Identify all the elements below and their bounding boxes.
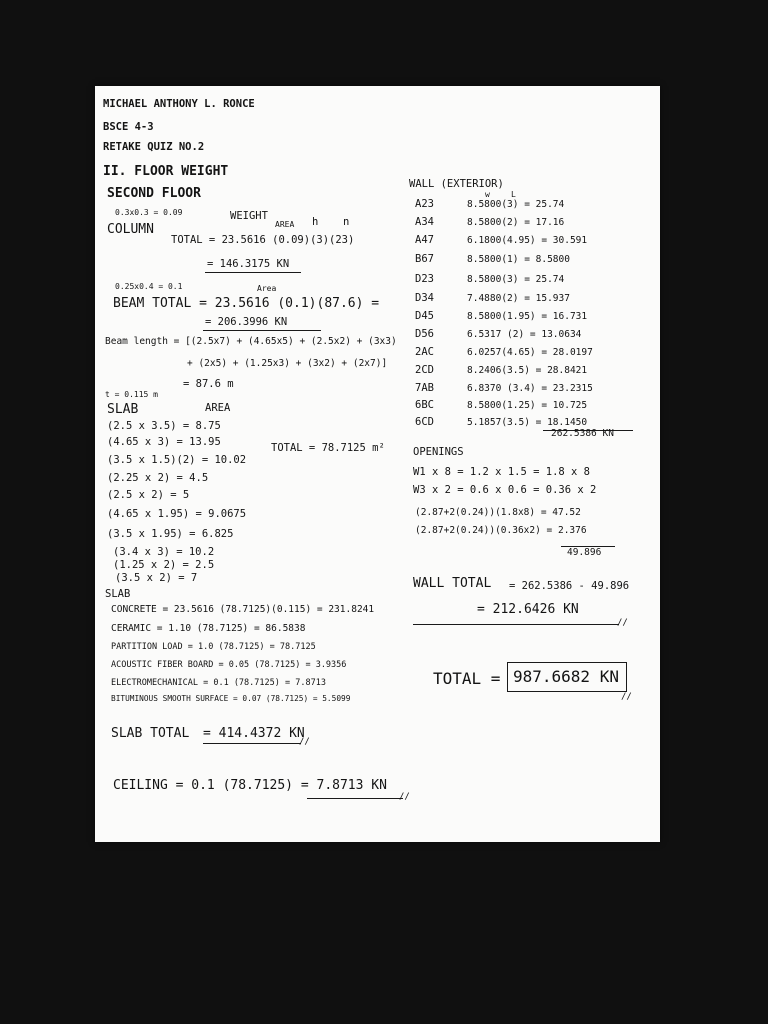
column-weight-header: WEIGHT <box>230 210 268 222</box>
column-label: COLUMN <box>107 222 154 237</box>
beam-length-result: = 87.6 m <box>183 378 234 390</box>
slab-area-row: (2.5 x 2) = 5 <box>107 489 190 501</box>
wall-row-calc: 6.1800(4.95) = 30.591 <box>467 235 588 246</box>
ceiling-end-mark: // <box>399 792 410 802</box>
slab-area-row: (3.4 x 3) = 10.2 <box>113 546 215 558</box>
wall-row-calc: 8.5800(2) = 17.16 <box>467 217 565 228</box>
wall-row-id: A34 <box>415 216 434 228</box>
wall-row-id: D45 <box>415 310 434 322</box>
slab-loads-label: SLAB <box>105 588 131 600</box>
slab-total-label: SLAB TOTAL <box>111 726 190 741</box>
wall-row-id: 6BC <box>415 399 434 411</box>
column-total-equation: TOTAL = 23.5616 (0.09)(3)(23) <box>171 234 355 246</box>
student-name: MICHAEL ANTHONY L. RONCE <box>103 98 255 110</box>
ceiling-underline <box>307 798 403 799</box>
slab-area-row: (1.25 x 2) = 2.5 <box>113 559 215 571</box>
section-title: II. FLOOR WEIGHT <box>103 164 229 179</box>
wall-row-id: B67 <box>415 253 434 265</box>
slab-area-row: (2.25 x 2) = 4.5 <box>107 472 209 484</box>
column-n-header: n <box>343 216 350 228</box>
wall-row-calc: 8.5800(1) = 8.5800 <box>467 254 570 265</box>
grand-total-value: 987.6682 KN <box>513 667 619 686</box>
column-h-header: h <box>312 216 319 228</box>
quiz-title: RETAKE QUIZ NO.2 <box>103 141 205 153</box>
slab-thickness: t = 0.115 m <box>105 390 158 399</box>
slab-area-row: (2.5 x 3.5) = 8.75 <box>107 420 221 432</box>
slab-total-underline <box>203 743 301 744</box>
column-area-header: AREA <box>275 220 295 229</box>
slab-total-value: = 414.4372 KN <box>203 726 305 741</box>
beam-dimension-note: 0.25x0.4 = 0.1 <box>115 282 183 291</box>
column-result: = 146.3175 KN <box>207 258 290 270</box>
openings-calc-2: (2.87+2(0.24))(0.36x2) = 2.376 <box>415 525 587 536</box>
slab-load-row: BITUMINOUS SMOOTH SURFACE = 0.07 (78.7125) = 5.5099 <box>111 694 351 703</box>
wall-total-equation: = 262.5386 - 49.896 <box>509 580 630 592</box>
wall-row-id: 2CD <box>415 364 434 376</box>
slab-load-row: PARTITION LOAD = 1.0 (78.7125) = 78.7125 <box>111 642 316 652</box>
wall-row-calc: 5.1857(3.5) = 18.1450 <box>467 417 588 428</box>
paper-sheet <box>95 86 660 842</box>
slab-load-row: ACOUSTIC FIBER BOARD = 0.05 (78.7125) = 3.9356 <box>111 660 347 670</box>
wall-w-header: w <box>485 190 490 199</box>
beam-total-equation: BEAM TOTAL = 23.5616 (0.1)(87.6) = <box>113 296 380 311</box>
slab-load-row: ELECTROMECHANICAL = 0.1 (78.7125) = 7.8713 <box>111 678 326 688</box>
beam-length-line-1: Beam length = [(2.5x7) + (4.65x5) + (2.5x2) + (3x3) <box>105 336 397 347</box>
wall-row-calc: 8.5800(3) = 25.74 <box>467 199 565 210</box>
slab-total-end-mark: // <box>299 737 310 747</box>
wall-row-id: A23 <box>415 198 434 210</box>
wall-row-id: A47 <box>415 234 434 246</box>
slab-area-row: (4.65 x 3) = 13.95 <box>107 436 221 448</box>
column-result-underline <box>205 272 301 273</box>
wall-row-id: 6CD <box>415 416 434 428</box>
wall-exterior-title: WALL (EXTERIOR) <box>409 178 504 190</box>
ceiling-equation: CEILING = 0.1 (78.7125) = 7.8713 KN <box>113 778 387 793</box>
wall-row-calc: 7.4880(2) = 15.937 <box>467 293 570 304</box>
beam-result-underline <box>203 330 321 331</box>
beam-length-line-2: + (2x5) + (1.25x3) + (3x2) + (2x7)] <box>187 358 388 369</box>
program-section: BSCE 4-3 <box>103 121 154 133</box>
slab-area-header: AREA <box>205 402 231 414</box>
wall-row-calc: 6.8370 (3.4) = 23.2315 <box>467 383 593 394</box>
slab-area-row: (3.5 x 2) = 7 <box>115 572 198 584</box>
wall-row-calc: 8.2406(3.5) = 28.8421 <box>467 365 588 376</box>
wall-sum: 262.5386 KN <box>551 428 614 439</box>
slab-load-row: CERAMIC = 1.10 (78.7125) = 86.5838 <box>111 623 306 634</box>
wall-row-calc: 6.0257(4.65) = 28.0197 <box>467 347 593 358</box>
slab-area-row: (3.5 x 1.95) = 6.825 <box>107 528 234 540</box>
openings-sum: 49.896 <box>567 547 602 558</box>
wall-total-underline <box>413 624 619 625</box>
wall-total-result: = 212.6426 KN <box>477 602 579 617</box>
openings-calc-1: (2.87+2(0.24))(1.8x8) = 47.52 <box>415 507 581 518</box>
wall-row-calc: 6.5317 (2) = 13.0634 <box>467 329 582 340</box>
openings-label: OPENINGS <box>413 446 464 458</box>
wall-row-id: 2AC <box>415 346 434 358</box>
grand-total-end-mark: // <box>621 692 632 702</box>
slab-area-total: TOTAL = 78.7125 m² <box>271 442 385 454</box>
openings-row: W3 x 2 = 0.6 x 0.6 = 0.36 x 2 <box>413 484 597 496</box>
wall-row-calc: 8.5800(1.25) = 10.725 <box>467 400 588 411</box>
slab-load-row: CONCRETE = 23.5616 (78.7125)(0.115) = 231.8241 <box>111 604 375 615</box>
wall-row-id: D56 <box>415 328 434 340</box>
slab-area-row: (4.65 x 1.95) = 9.0675 <box>107 508 247 520</box>
beam-area-header: Area <box>257 284 277 293</box>
wall-row-id: 7AB <box>415 382 434 394</box>
wall-row-calc: 8.5800(3) = 25.74 <box>467 274 565 285</box>
wall-l-header: L <box>511 190 516 199</box>
column-dimension-note: 0.3x0.3 = 0.09 <box>115 208 183 217</box>
wall-row-calc: 8.5800(1.95) = 16.731 <box>467 311 588 322</box>
beam-result: = 206.3996 KN <box>205 316 288 328</box>
floor-title: SECOND FLOOR <box>107 186 201 201</box>
slab-area-row: (3.5 x 1.5)(2) = 10.02 <box>107 454 247 466</box>
wall-total-end-mark: // <box>617 618 628 628</box>
openings-row: W1 x 8 = 1.2 x 1.5 = 1.8 x 8 <box>413 466 591 478</box>
wall-row-id: D23 <box>415 273 434 285</box>
slab-area-label: SLAB <box>107 402 139 417</box>
grand-total-label: TOTAL = <box>433 669 501 688</box>
wall-total-label: WALL TOTAL <box>413 576 492 591</box>
wall-row-id: D34 <box>415 292 434 304</box>
